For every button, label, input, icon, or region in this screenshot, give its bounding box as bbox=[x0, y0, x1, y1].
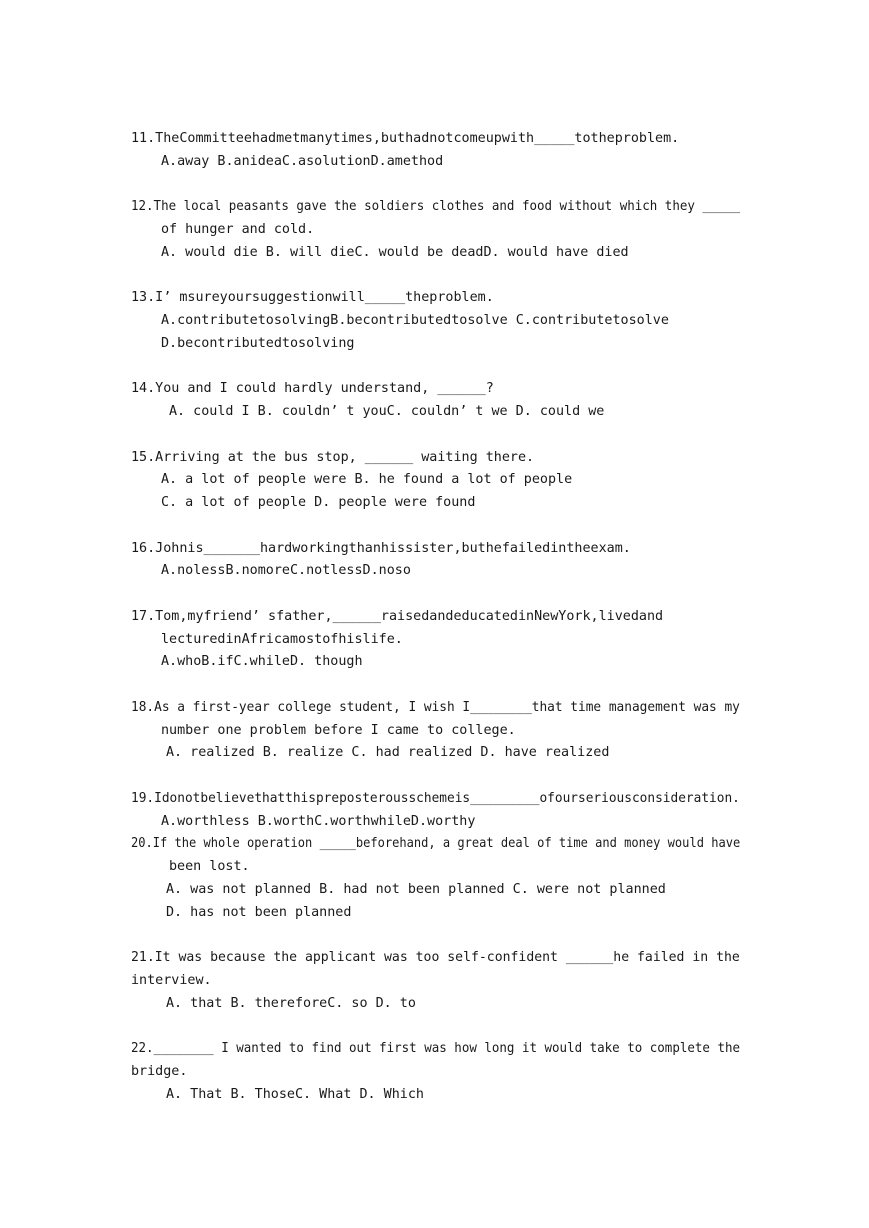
question-stem: 19.Idonotbelievethatthispreposterousschemeis_________ofourseriousconsideration. bbox=[131, 791, 740, 806]
answer-options: A.away B.anideaC.asolutionD.amethod bbox=[161, 154, 444, 169]
answer-options: A. that B. thereforeC. so D. to bbox=[166, 996, 416, 1011]
question-stem-continued: been lost. bbox=[169, 859, 250, 874]
answer-options: A.contributetosolvingB.becontributedtosolve C.contributetosolve bbox=[161, 313, 669, 328]
question-stem: 18.As a first-year college student, I wish I________that time management was my bbox=[131, 700, 740, 715]
question-stem: 17.Tom,myfriend’ sfather,______raisedandeducatedinNewYork,livedand bbox=[131, 609, 664, 624]
answer-options: A. could I B. couldn’ t youC. couldn’ t we D. could we bbox=[169, 404, 605, 419]
question-stem-continued: bridge. bbox=[131, 1064, 188, 1079]
question-stem: 11.TheCommitteehadmetmanytimes,buthadnotcomeupwith_____totheproblem. bbox=[131, 131, 680, 146]
question-stem-continued: of hunger and cold. bbox=[161, 222, 315, 237]
question-stem: 21.It was because the applicant was too self-confident ______he failed in the bbox=[131, 950, 740, 965]
answer-options: A. was not planned B. had not been planned C. were not planned bbox=[166, 882, 666, 897]
question-stem: 20.If the whole operation _____beforehand, a great deal of time and money would have bbox=[131, 836, 741, 851]
answer-options: A. a lot of people were B. he found a lot of people bbox=[161, 472, 573, 487]
answer-options: A.nolessB.nomoreC.notlessD.noso bbox=[161, 563, 411, 578]
answer-options: A.whoB.ifC.whileD. though bbox=[161, 654, 363, 669]
question-stem: 16.Johnis_______hardworkingthanhissister,buthefailedintheexam. bbox=[131, 541, 631, 556]
answer-options: A.worthless B.worthC.worthwhileD.worthy bbox=[161, 814, 476, 829]
answer-options: A. realized B. realize C. had realized D. have realized bbox=[166, 745, 610, 760]
answer-options: A. That B. ThoseC. What D. Which bbox=[166, 1087, 424, 1102]
answer-options: A. would die B. will dieC. would be deadD. would have died bbox=[161, 245, 629, 260]
question-stem: 22.________ I wanted to find out first was how long it would take to complete the bbox=[131, 1041, 741, 1056]
answer-options-continued: C. a lot of people D. people were found bbox=[161, 495, 476, 510]
question-stem-continued: number one problem before I came to college. bbox=[161, 723, 516, 738]
question-stem-continued: lecturedinAfricamostofhislife. bbox=[161, 632, 403, 647]
answer-options-continued: D. has not been planned bbox=[166, 905, 352, 920]
answer-options-continued: D.becontributedtosolving bbox=[161, 336, 355, 351]
question-stem: 12.The local peasants gave the soldiers clothes and food without which they _____ bbox=[131, 199, 741, 214]
question-stem: 15.Arriving at the bus stop, ______ waiting there. bbox=[131, 450, 535, 465]
question-stem: 14.You and I could hardly understand, ______? bbox=[131, 381, 494, 396]
question-stem: 13.I’ msureyoursuggestionwill_____theproblem. bbox=[131, 290, 494, 305]
question-stem-continued: interview. bbox=[131, 973, 212, 988]
